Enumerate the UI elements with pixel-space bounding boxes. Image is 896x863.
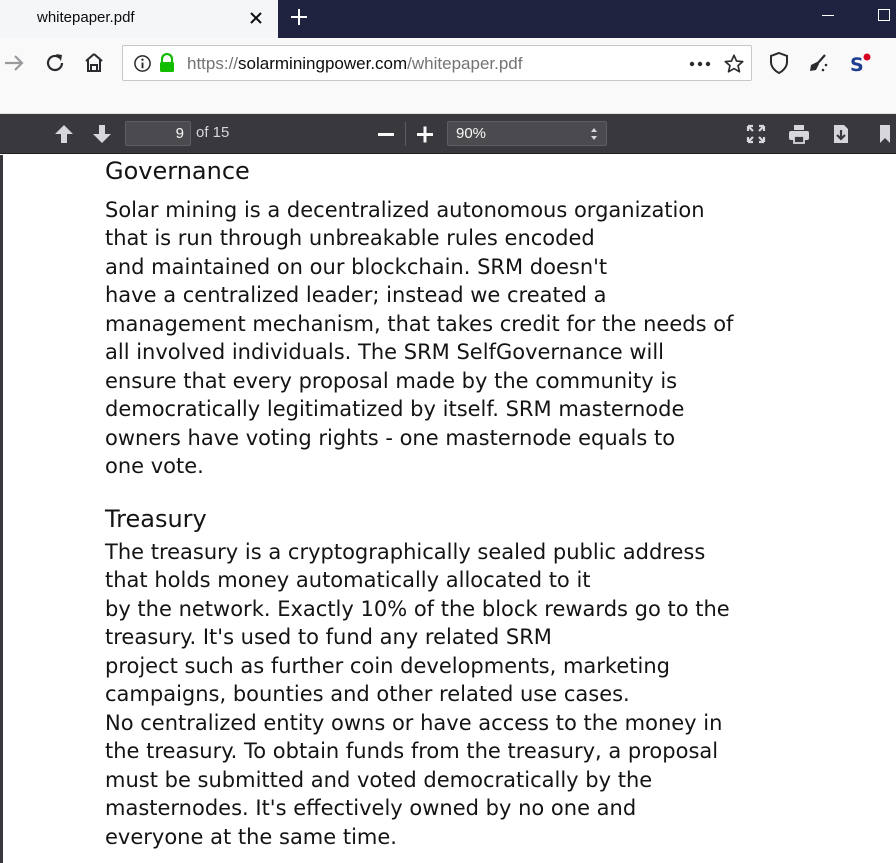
select-arrows-icon (590, 126, 598, 142)
print-icon[interactable] (788, 123, 810, 145)
minimize-window-icon[interactable] (822, 15, 834, 16)
body-line: No centralized entity owns or have access to the money in (105, 711, 723, 735)
forward-arrow-icon[interactable] (2, 51, 26, 75)
zoom-in-icon[interactable] (414, 123, 436, 145)
lock-icon[interactable] (158, 53, 176, 73)
zoom-value: 90% (456, 125, 487, 142)
url-host: solarminingpower.com (238, 54, 408, 73)
body-line: by the network. Exactly 10% of the block rewards go to the (105, 597, 730, 621)
info-icon[interactable] (133, 54, 152, 73)
body-line: The treasury is a cryptographically sealed public address (105, 540, 706, 564)
home-icon[interactable] (82, 51, 106, 75)
tab-title: whitepaper.pdf (37, 9, 135, 26)
tab-strip (0, 0, 896, 38)
body-line: owners have voting rights - one masternode equals to (105, 426, 676, 450)
page-count-label: of 15 (196, 124, 230, 141)
body-line: masternodes. It's effectively owned by no one and (105, 796, 637, 820)
broom-extension-icon[interactable] (806, 51, 830, 75)
bookmarks-toolbar (0, 88, 896, 114)
pdf-viewer[interactable] (0, 155, 896, 863)
body-line: campaigns, bounties and other related use cases. (105, 682, 630, 706)
body-line: must be submitted and voted democratically by the (105, 768, 653, 792)
zoom-out-icon[interactable] (375, 123, 397, 145)
svg-text:S: S (850, 54, 864, 75)
bookmark-icon[interactable] (874, 123, 896, 145)
body-line: all involved individuals. The SRM SelfGovernance will (105, 340, 664, 364)
download-icon[interactable] (830, 123, 852, 145)
maximize-window-icon[interactable] (878, 9, 890, 21)
body-line: management mechanism, that takes credit for the needs of (105, 312, 734, 336)
page-number-input[interactable]: 9 (125, 121, 191, 146)
body-line: that is run through unbreakable rules encoded (105, 226, 595, 250)
body-line: one vote. (105, 454, 204, 478)
previous-page-icon[interactable] (53, 123, 75, 145)
tab-whitepaper[interactable] (0, 0, 278, 38)
url-path: /whitepaper.pdf (407, 54, 523, 73)
body-line: ensure that every proposal made by the community is (105, 369, 678, 393)
body-line: the treasury. To obtain funds from the treasury, a proposal (105, 739, 719, 763)
page-actions-icon[interactable] (689, 60, 711, 68)
extension-s-icon[interactable] (847, 51, 871, 75)
body-line: and maintained on our blockchain. SRM doesn't (105, 255, 608, 279)
close-tab-icon[interactable] (246, 8, 266, 28)
section-heading: Governance (105, 157, 250, 185)
next-page-icon[interactable] (91, 123, 113, 145)
body-line: everyone at the same time. (105, 825, 397, 849)
section-heading: Treasury (105, 505, 207, 533)
new-tab-icon[interactable] (287, 5, 311, 29)
toolbar-separator (405, 122, 406, 146)
url-text[interactable] (187, 54, 522, 74)
presentation-mode-icon[interactable] (745, 123, 767, 145)
body-line: project such as further coin developments, marketing (105, 654, 670, 678)
body-line: that holds money automatically allocated to it (105, 568, 591, 592)
bookmark-star-icon[interactable] (723, 53, 745, 75)
url-scheme: https:// (187, 54, 239, 73)
shield-icon[interactable] (767, 51, 791, 75)
address-bar[interactable] (122, 45, 752, 81)
reload-icon[interactable] (43, 51, 67, 75)
body-line: democratically legitimatized by itself. SRM masternode (105, 397, 685, 421)
body-line: have a centralized leader; instead we created a (105, 283, 607, 307)
body-line: Solar mining is a decentralized autonomous organization (105, 198, 705, 222)
body-line: treasury. It's used to fund any related SRM (105, 625, 552, 649)
zoom-select[interactable] (447, 121, 607, 146)
